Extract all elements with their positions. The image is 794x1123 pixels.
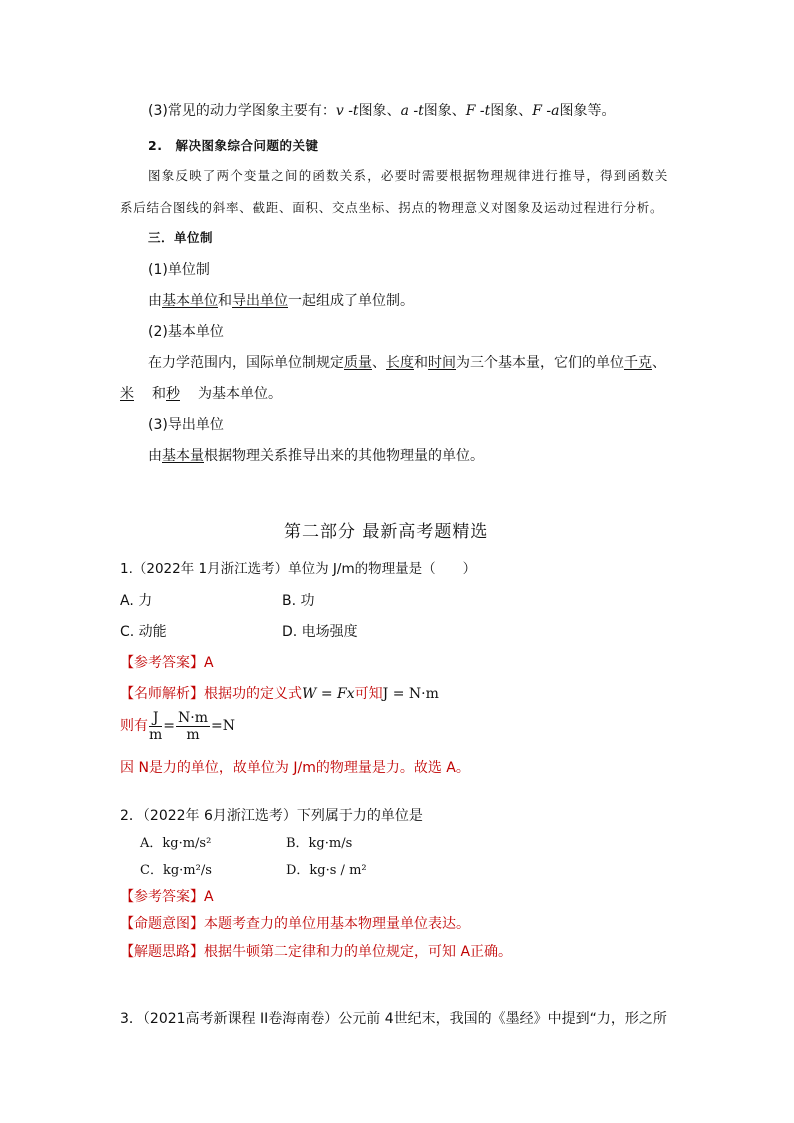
formula-unit: J = N·m: [382, 686, 439, 702]
q1-answer: 【参考答案】A: [120, 655, 214, 671]
unit-sub-2-text-line-1: 在力学范围内，国际单位制规定质量、长度和时间为三个基本量，它们的单位千克、: [148, 355, 666, 371]
graph-F-t: F -t: [465, 103, 491, 119]
q1-option-c: C. 动能: [120, 624, 167, 640]
q2-option-a: A．kg·m/s²: [140, 836, 212, 851]
part-2-title: 第二部分 最新高考题精选: [284, 522, 489, 542]
q1-option-a: A. 力: [120, 593, 153, 609]
term-time: 时间: [428, 355, 456, 371]
unit-sub-2-title: (2)基本单位: [148, 324, 224, 340]
graph-a-t: a -t: [400, 103, 424, 119]
unit-sub-2-text-line-2: 米 和秒 为基本单位。: [120, 386, 282, 402]
unit-sub-1-text: 由基本单位和导出单位一起组成了单位制。: [148, 293, 414, 309]
fraction-j-over-m: $\frac{J}{m}$: [149, 709, 163, 743]
q1-derivation: 则有 $\frac{J}{m}$ = $\frac{N\cdot m}{m}$ =N: [120, 709, 235, 743]
paragraph-graph-line-1: 图象反映了两个变量之间的函数关系，必要时需要根据物理规律进行推导，得到函数关: [148, 168, 669, 183]
term-derived-unit: 导出单位: [232, 293, 288, 309]
heading-graph-keys: 2. 解决图象综合问题的关键: [148, 138, 319, 153]
unit-sub-3-title: (3)导出单位: [148, 417, 224, 433]
q1-stem: 1.（2022年 1月浙江选考）单位为 J/m的物理量是（ ）: [120, 561, 477, 577]
term-length: 长度: [386, 355, 414, 371]
term-base-quantity: 基本量: [162, 448, 204, 464]
unit-sub-1-title: (1)单位制: [148, 262, 210, 278]
q2-idea: 【解题思路】根据牛顿第二定律和力的单位规定，可知 A正确。: [120, 944, 513, 960]
q2-option-c: C．kg·m²/s: [140, 863, 212, 878]
paragraph-graph-line-2: 系后结合图线的斜率、截距、面积、交点坐标、拐点的物理意义对图象及运动过程进行分析。: [120, 200, 664, 215]
q3-stem: 3．（2021高考新课程 II卷海南卷）公元前 4世纪末，我国的《墨经》中提到“力，形之所: [120, 1011, 667, 1027]
term-meter: 米: [120, 386, 134, 402]
q1-option-b: B. 功: [282, 593, 315, 609]
formula-work: W: [302, 686, 317, 702]
q2-intent: 【命题意图】本题考查力的单位用基本物理量单位表达。: [120, 916, 470, 932]
q2-answer: 【参考答案】A: [120, 889, 214, 905]
q2-option-d: D．kg·s / m²: [286, 863, 367, 878]
fraction-nm-over-m: $\frac{N\cdot m}{m}$: [178, 709, 208, 743]
q2-stem: 2．（2022年 6月浙江选考）下列属于力的单位是: [120, 808, 423, 824]
graph-v-t: v -t: [335, 103, 359, 119]
q1-option-d: D. 电场强度: [282, 624, 358, 640]
graph-F-a: F -a: [532, 103, 560, 119]
term-kilogram: 千克: [624, 355, 652, 371]
term-mass: 质量: [344, 355, 372, 371]
q1-conclusion: 因 N是力的单位，故单位为 J/m的物理量是力。故选 A。: [120, 760, 470, 776]
summary-item-3: (3)常见的动力学图象主要有：v -t图象、a -t图象、F -t图象、F -a图象等。: [148, 103, 616, 119]
q2-option-b: B．kg·m/s: [286, 836, 353, 851]
heading-unit-system: 三．单位制: [148, 230, 214, 245]
q1-analysis: 【名师解析】根据功的定义式W = Fx可知J = N·m: [120, 686, 439, 702]
term-base-unit: 基本单位: [162, 293, 218, 309]
unit-sub-3-text: 由基本量根据物理关系推导出来的其他物理量的单位。: [148, 448, 484, 464]
term-second: 秒: [166, 386, 180, 402]
